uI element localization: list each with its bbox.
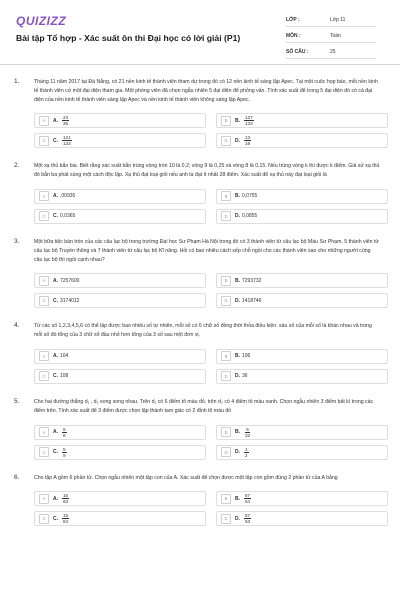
answer-option-c[interactable] [34, 133, 206, 148]
option-content [53, 135, 72, 146]
option-tag-box: B [221, 494, 231, 504]
option-value: 0,0365 [60, 213, 76, 220]
question-item [14, 78, 388, 148]
option-tag-box: B [221, 427, 231, 437]
option-letter: D. [235, 515, 240, 522]
option-fraction [62, 447, 67, 458]
option-letter: C. [53, 373, 58, 380]
option-tag-box: C [39, 371, 49, 381]
option-fraction [62, 493, 69, 504]
option-letter: C. [53, 515, 58, 522]
question-item [14, 238, 388, 308]
answer-option-c[interactable] [34, 209, 206, 224]
option-letter: D. [235, 297, 240, 304]
option-content [235, 373, 248, 379]
option-fraction [62, 135, 72, 146]
option-value: 106 [242, 353, 251, 360]
meta-row-question-count [286, 45, 376, 59]
answer-option-a[interactable] [34, 425, 206, 440]
option-tag-box: D [221, 447, 231, 457]
answer-option-d[interactable] [216, 369, 388, 384]
answer-option-d[interactable] [216, 293, 388, 308]
option-letter: B. [235, 353, 240, 360]
question-text: Tháng 11 năm 2017 tại Đà Nẵng, có 21 nền kinh tế thành viên tham dự trong đó có 12 nền kinh tế sáng lập Apec. Tại một cuộc họp báo, mỗi nền kinh tế thành viên cử một đại diện tham gia. Một phóng viên đã chọn ngẫu nhiên 5 đại diện để phỏng vấn. Tính xác suất để trong 5 đại diện đó có cả đại diện của nền kinh tế thành viên sáng lập Apec và nền kinh tế thành viên không sáng lập Apec. [34, 79, 378, 103]
fraction-denominator: 64 [245, 499, 251, 505]
option-value: 104 [60, 353, 69, 360]
answer-option-d[interactable] [216, 511, 388, 526]
fraction-numerator: 13 [245, 135, 251, 141]
option-content [235, 493, 251, 504]
option-content [235, 298, 261, 304]
option-tag-box: A [39, 427, 49, 437]
answer-option-d[interactable] [216, 445, 388, 460]
question-text: Cho hai đường thẳng d₁ , d₂ song song nhau. Trên d₁ có 6 điểm tô màu đỏ, trên d₂ có 4 điểm tô màu xanh. Chọn ngẫu nhiên 3 điểm bất kì trong các điểm trên. Tính xác suất để 3 điểm được chọn lập thành tam giác có 2 đỉnh tô màu đỏ [34, 398, 374, 414]
option-content [53, 493, 69, 504]
option-fraction [244, 513, 251, 524]
option-content [235, 447, 249, 458]
answer-option-b[interactable] [216, 349, 388, 364]
option-tag-box: D [221, 211, 231, 221]
answer-option-b[interactable] [216, 425, 388, 440]
fraction-denominator: 133 [245, 121, 253, 127]
option-value: 1418746 [242, 297, 262, 304]
question-list [14, 78, 388, 540]
fraction-numerator: 5 [63, 446, 66, 452]
option-fraction [244, 447, 249, 458]
option-content [235, 213, 257, 219]
option-fraction [62, 513, 69, 524]
option-tag-box: A [39, 116, 49, 126]
fraction-denominator: 32 [245, 432, 251, 438]
question-number: 6. [14, 473, 20, 481]
option-letter: C. [53, 449, 58, 456]
answer-options [34, 273, 388, 308]
option-content [53, 513, 69, 524]
option-letter: C. [53, 137, 58, 144]
option-content [53, 353, 68, 359]
meta-label: SỐ CÂU : [286, 48, 309, 55]
meta-value: Lớp 11 [330, 16, 346, 23]
fraction-numerator: 57 [245, 493, 251, 499]
fraction-numerator: 5 [246, 426, 249, 432]
fraction-denominator: 64 [63, 519, 69, 525]
option-value: 7257600 [60, 277, 80, 284]
option-content [53, 193, 75, 199]
option-tag-box: C [39, 447, 49, 457]
option-tag-box: C [39, 136, 49, 146]
meta-label: LỚP : [286, 16, 300, 23]
option-tag-box: C [39, 296, 49, 306]
option-letter: B. [235, 429, 240, 436]
answer-option-c[interactable] [34, 445, 206, 460]
question-number: 4. [14, 322, 20, 330]
option-letter: B. [235, 495, 240, 502]
answer-option-a[interactable] [34, 189, 206, 204]
fraction-denominator: 133 [63, 141, 71, 147]
option-value: 36 [242, 373, 248, 380]
option-letter: D. [235, 373, 240, 380]
header-divider [0, 64, 400, 65]
fraction-numerator: 15 [63, 493, 69, 499]
option-tag-box: B [221, 351, 231, 361]
option-content [53, 427, 67, 438]
option-letter: D. [235, 449, 240, 456]
option-tag-box: D [221, 514, 231, 524]
option-tag-box: A [39, 351, 49, 361]
answer-option-c[interactable] [34, 369, 206, 384]
option-tag-box: C [39, 514, 49, 524]
fraction-numerator: 23 [63, 115, 69, 121]
answer-option-a[interactable] [34, 349, 206, 364]
option-tag-box: D [221, 136, 231, 146]
option-letter: A. [53, 117, 58, 124]
option-content [53, 115, 69, 126]
option-letter: A. [53, 353, 58, 360]
option-content [235, 353, 250, 359]
option-letter: D. [235, 137, 240, 144]
option-content [235, 278, 261, 284]
option-tag-box: D [221, 371, 231, 381]
question-number: 2. [14, 162, 20, 170]
option-value: 7293732 [242, 277, 262, 284]
question-text: Một xạ thủ bắn bia. Biết rằng xác suất bắn trúng vòng tròn 10 là 0,2; vòng 9 là 0,25 và vòng 8 là 0,15. Nếu trúng vòng k thì được k điểm. Giả sử xạ thủ đó bắn ba phát súng một cách độc lập. Xạ thủ đạt loại giỏi nếu anh ta đạt ít nhất 28 điểm. Xác suất để xạ thủ này đạt loại giỏi là [34, 163, 380, 179]
option-content [235, 427, 251, 438]
question-item [14, 322, 388, 384]
option-letter: B. [235, 193, 240, 200]
question-item [14, 162, 388, 224]
answer-options [34, 491, 388, 526]
option-tag-box: C [39, 211, 49, 221]
answer-option-c[interactable] [34, 511, 206, 526]
answer-options [34, 189, 388, 224]
fraction-denominator: 19 [245, 141, 251, 147]
fraction-numerator: 15 [63, 513, 69, 519]
quizizz-logo: QUIZIZZ [16, 14, 67, 28]
option-content [235, 115, 254, 126]
option-tag-box: A [39, 191, 49, 201]
question-text: Cho tập A gồm 6 phần tử. Chọn ngẫu nhiên một tập con của A. Xác suất để chọn được một tập con gồm đúng 2 phần tử của A bằng [34, 474, 338, 481]
answer-option-a[interactable] [34, 113, 206, 128]
fraction-denominator: 63 [63, 499, 69, 505]
option-tag-box: D [221, 296, 231, 306]
answer-options [34, 349, 388, 384]
fraction-denominator: 35 [63, 121, 69, 127]
option-fraction [244, 135, 251, 146]
option-tag-box: B [221, 191, 231, 201]
meta-value: Toán [330, 32, 341, 39]
option-tag-box: A [39, 494, 49, 504]
answer-option-b[interactable] [216, 491, 388, 506]
question-number: 1. [14, 78, 20, 85]
worksheet-header [14, 0, 386, 58]
answer-option-b[interactable] [216, 189, 388, 204]
option-value: 0,0855 [242, 213, 258, 220]
option-tag-box: A [39, 276, 49, 286]
option-content [53, 298, 79, 304]
fraction-numerator: 121 [63, 135, 71, 141]
answer-options [34, 425, 388, 460]
answer-option-d[interactable] [216, 133, 388, 148]
fraction-numerator: 57 [245, 513, 251, 519]
option-value: ,00935 [60, 193, 76, 200]
option-letter: A. [53, 429, 58, 436]
worksheet-meta [286, 13, 376, 61]
option-content [53, 373, 68, 379]
answer-options [34, 113, 388, 148]
question-item [14, 474, 388, 527]
option-content [235, 513, 251, 524]
option-tag-box: B [221, 276, 231, 286]
meta-row-class [286, 13, 376, 27]
option-letter: D. [235, 213, 240, 220]
answer-option-d[interactable] [216, 209, 388, 224]
question-number: 5. [14, 397, 20, 405]
meta-label: MÔN : [286, 32, 301, 39]
answer-option-b[interactable] [216, 113, 388, 128]
option-fraction [244, 427, 251, 438]
option-fraction [62, 115, 69, 126]
option-fraction [62, 427, 67, 438]
option-content [53, 278, 79, 284]
option-value: 0,0755 [242, 193, 258, 200]
question-text: Một bữa tiệc bàn tròn của các câu lạc bộ trong trường Đại học Sư Phạm Hà Nội trong đó có 3 thành viên từ câu lạc bộ Máu Sư Phạm, 5 thành viên từ câu lạc bộ Truyền thông và 7 thành viên từ câu lạc bộ Kĩ năng. Hỏi có bao nhiêu cách xếp chỗ ngồi cho các thành viên sao cho những người cùng câu lạc bộ thì ngồi cạnh nhau? [34, 238, 379, 263]
answer-option-b[interactable] [216, 273, 388, 288]
option-content [235, 135, 251, 146]
option-letter: B. [235, 117, 240, 124]
fraction-numerator: 127 [245, 115, 253, 121]
option-content [235, 193, 257, 199]
answer-option-c[interactable] [34, 293, 206, 308]
question-text: Từ các số 1,2,3,4,5,6 có thể lập được bao nhiêu số tự nhiên, mỗi số có 6 chữ số đồng thời thỏa điều kiện: sáu số của mỗi số là khác nhau và trong mỗi số đó tổng của 3 chữ số đầu nhỏ hơn tổng của 3 số sau một đơn vị. [34, 323, 372, 339]
option-letter: A. [53, 193, 58, 200]
worksheet-title: Bài tập Tổ hợp - Xác suất ôn thi Đại học có lời giải (P1) [16, 33, 241, 43]
answer-option-a[interactable] [34, 273, 206, 288]
fraction-denominator: 8 [63, 432, 66, 438]
question-number: 3. [14, 237, 20, 245]
fraction-denominator: 2 [245, 452, 248, 458]
option-tag-box: B [221, 116, 231, 126]
fraction-numerator: 1 [245, 446, 248, 452]
option-letter: A. [53, 277, 58, 284]
option-letter: B. [235, 277, 240, 284]
answer-option-a[interactable] [34, 491, 206, 506]
fraction-numerator: 5 [63, 426, 66, 432]
fraction-denominator: 9 [63, 452, 66, 458]
option-value: 3174012 [60, 297, 80, 304]
meta-value: 25 [330, 48, 336, 55]
question-item [14, 398, 388, 460]
meta-row-subject [286, 29, 376, 43]
option-letter: C. [53, 297, 58, 304]
option-content [53, 447, 67, 458]
option-fraction [244, 493, 251, 504]
option-value: 108 [60, 373, 69, 380]
option-fraction [244, 115, 254, 126]
fraction-denominator: 63 [245, 519, 251, 525]
option-letter: C. [53, 213, 58, 220]
option-content [53, 213, 75, 219]
option-letter: A. [53, 495, 58, 502]
